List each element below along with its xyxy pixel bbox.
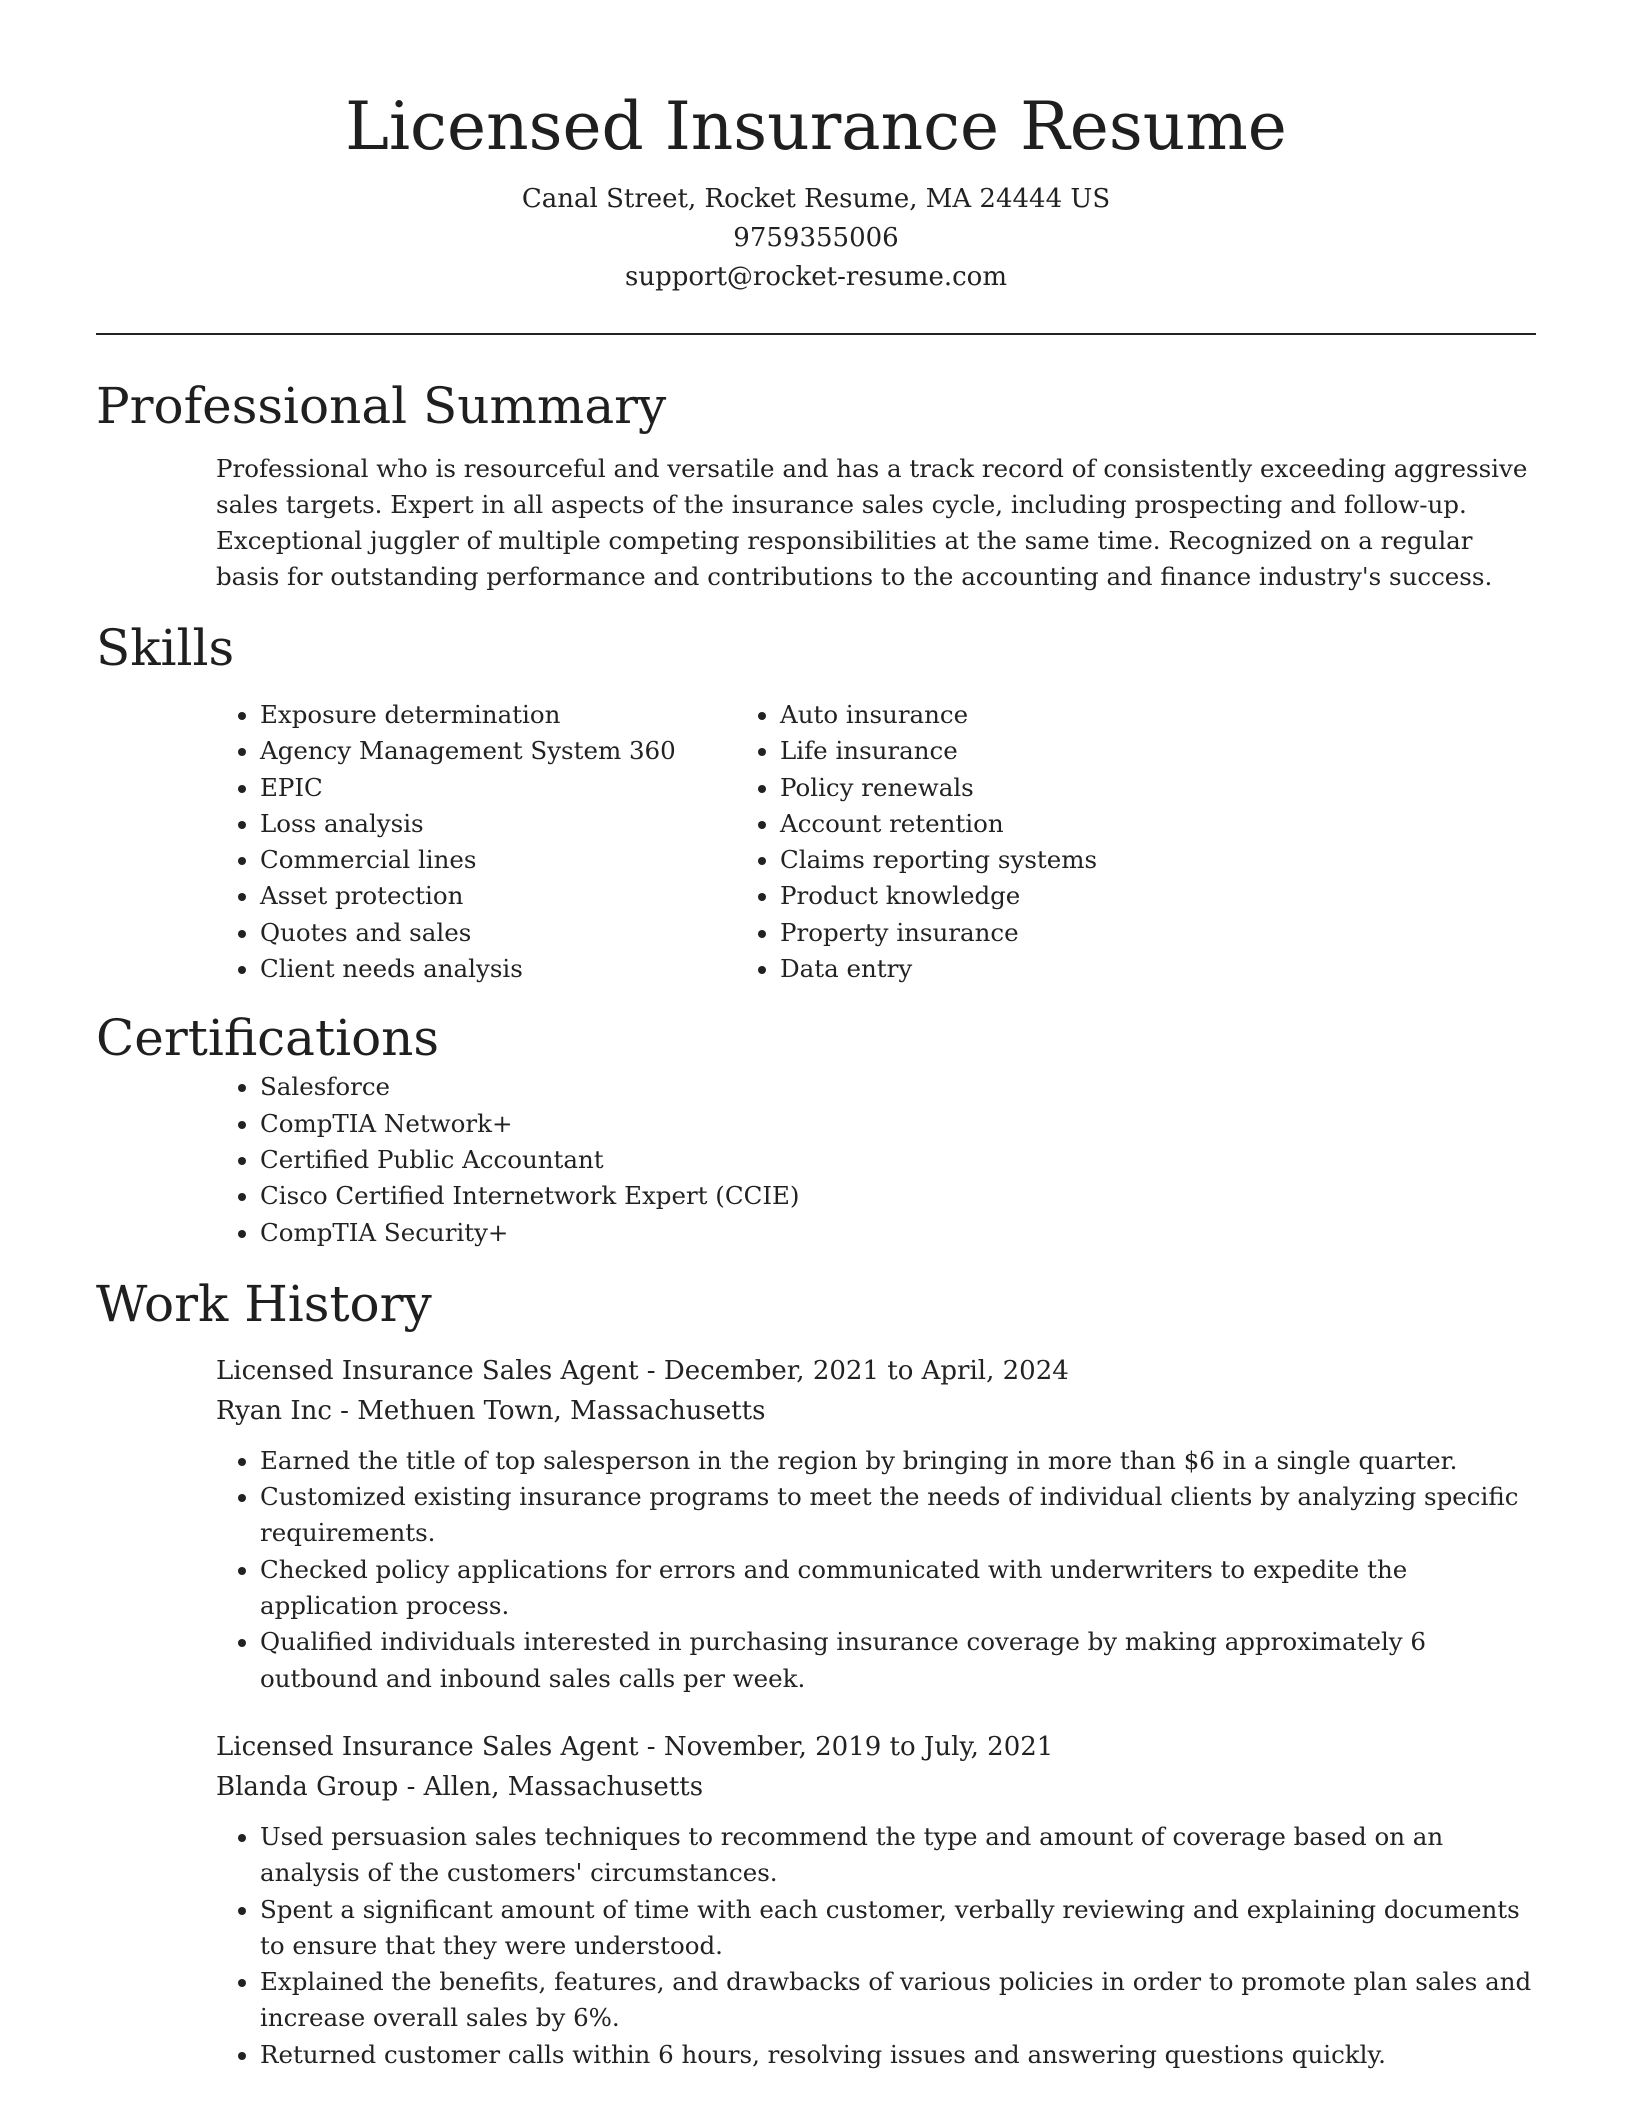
phone: 9759355006 xyxy=(733,223,899,253)
job-bullet: • Qualified individuals interested in purchasing insurance coverage by making approximately 6 outbound and inbound sales calls per week. xyxy=(260,1624,1536,1697)
certification-item: • Salesforce xyxy=(260,1069,1536,1105)
work-history-heading: Work History xyxy=(96,1274,432,1333)
contact-block xyxy=(96,180,1536,297)
skill-item: • Property insurance xyxy=(780,915,1097,951)
skill-item: • Life insurance xyxy=(780,733,1097,769)
separator: - xyxy=(331,1395,358,1426)
job-bullet: • Used persuasion sales techniques to recommend the type and amount of coverage based on an analysis of the customers' circumstances. xyxy=(260,1819,1536,1892)
job-dates: November, 2019 to July, 2021 xyxy=(663,1731,1054,1762)
job-entry xyxy=(216,1351,1536,1697)
certifications-section xyxy=(96,1007,1536,1250)
skill-item: • Quotes and sales xyxy=(260,915,746,951)
job-bullet-list xyxy=(216,1819,1536,2073)
skill-item: • Asset protection xyxy=(260,878,746,914)
work-history-section xyxy=(96,1273,1536,2073)
skill-item: • Product knowledge xyxy=(780,878,1097,914)
skill-item: • Client needs analysis xyxy=(260,951,746,987)
certification-item: • CompTIA Network+ xyxy=(260,1106,1536,1142)
skills-left-list xyxy=(96,697,746,987)
skill-item: • Agency Management System 360 xyxy=(260,733,746,769)
certification-item: • Certified Public Accountant xyxy=(260,1142,1536,1178)
job-location: Allen, Massachusetts xyxy=(423,1771,704,1802)
job-location: Methuen Town, Massachusetts xyxy=(357,1395,766,1426)
job-bullet: • Earned the title of top salesperson in the region by bringing in more than $6 in a single quarter. xyxy=(260,1443,1536,1479)
skills-columns xyxy=(96,697,1536,987)
job-company-line xyxy=(216,1391,1536,1431)
job-title-line xyxy=(216,1727,1536,1767)
certification-item: • Cisco Certified Internetwork Expert (CCIE) xyxy=(260,1178,1536,1214)
separator: - xyxy=(398,1771,424,1802)
resume-header xyxy=(96,0,1536,297)
skills-right-list xyxy=(780,697,1097,987)
skill-item: • Policy renewals xyxy=(780,770,1097,806)
summary-text: Professional who is resourceful and versatile and has a track record of consistently exceeding aggressive sales targets. Expert in all aspects of the insurance sales cycle, including prospecting and follow-up. Exceptional juggler of multiple competing responsibilities at the same time. Recognized on a regular basis for outstanding performance and contributions to the accounting and finance industry's success. xyxy=(216,454,1528,591)
job-bullet: • Checked policy applications for errors and communicated with underwriters to expedite the application process. xyxy=(260,1552,1536,1625)
skill-item: • EPIC xyxy=(260,770,746,806)
job-bullet: • Returned customer calls within 6 hours, resolving issues and answering questions quickly. xyxy=(260,2037,1536,2073)
job-bullet-list xyxy=(216,1443,1536,1697)
job-company: Ryan Inc xyxy=(216,1395,332,1426)
skill-item: • Exposure determination xyxy=(260,697,746,733)
job-entry xyxy=(216,1727,1536,2073)
skill-item: • Loss analysis xyxy=(260,806,746,842)
email: support@rocket-resume.com xyxy=(624,262,1007,292)
job-company: Blanda Group xyxy=(216,1771,399,1802)
address: Canal Street, Rocket Resume, MA 24444 US xyxy=(521,184,1111,214)
summary-section xyxy=(96,375,1536,595)
skills-heading: Skills xyxy=(96,619,235,677)
job-title-line xyxy=(216,1351,1536,1391)
certifications-list xyxy=(96,1069,1536,1250)
header-divider xyxy=(96,333,1536,335)
certifications-heading: Certifications xyxy=(96,1009,440,1068)
skills-section xyxy=(96,617,1536,987)
skill-item: • Commercial lines xyxy=(260,842,746,878)
skill-item: • Data entry xyxy=(780,951,1097,987)
job-bullet: • Customized existing insurance programs to meet the needs of individual clients by analyzing specific requirements. xyxy=(260,1479,1536,1552)
skills-right-column xyxy=(746,697,1097,987)
skill-item: • Auto insurance xyxy=(780,697,1097,733)
resume-title: Licensed Insurance Resume xyxy=(345,88,1287,165)
skill-item: • Claims reporting systems xyxy=(780,842,1097,878)
separator: - xyxy=(638,1355,664,1386)
job-company-line xyxy=(216,1767,1536,1807)
job-bullet: • Spent a significant amount of time with each customer, verbally reviewing and explaining documents to ensure that they were understood. xyxy=(260,1892,1536,1965)
summary-heading: Professional Summary xyxy=(96,377,667,435)
skill-item: • Account retention xyxy=(780,806,1097,842)
certification-item: • CompTIA Security+ xyxy=(260,1215,1536,1251)
job-dates: December, 2021 to April, 2024 xyxy=(663,1355,1069,1386)
separator: - xyxy=(638,1731,664,1762)
job-bullet: • Explained the benefits, features, and drawbacks of various policies in order to promote plan sales and increase overall sales by 6%. xyxy=(260,1964,1536,2037)
job-role: Licensed Insurance Sales Agent xyxy=(216,1355,639,1386)
job-role: Licensed Insurance Sales Agent xyxy=(216,1731,639,1762)
